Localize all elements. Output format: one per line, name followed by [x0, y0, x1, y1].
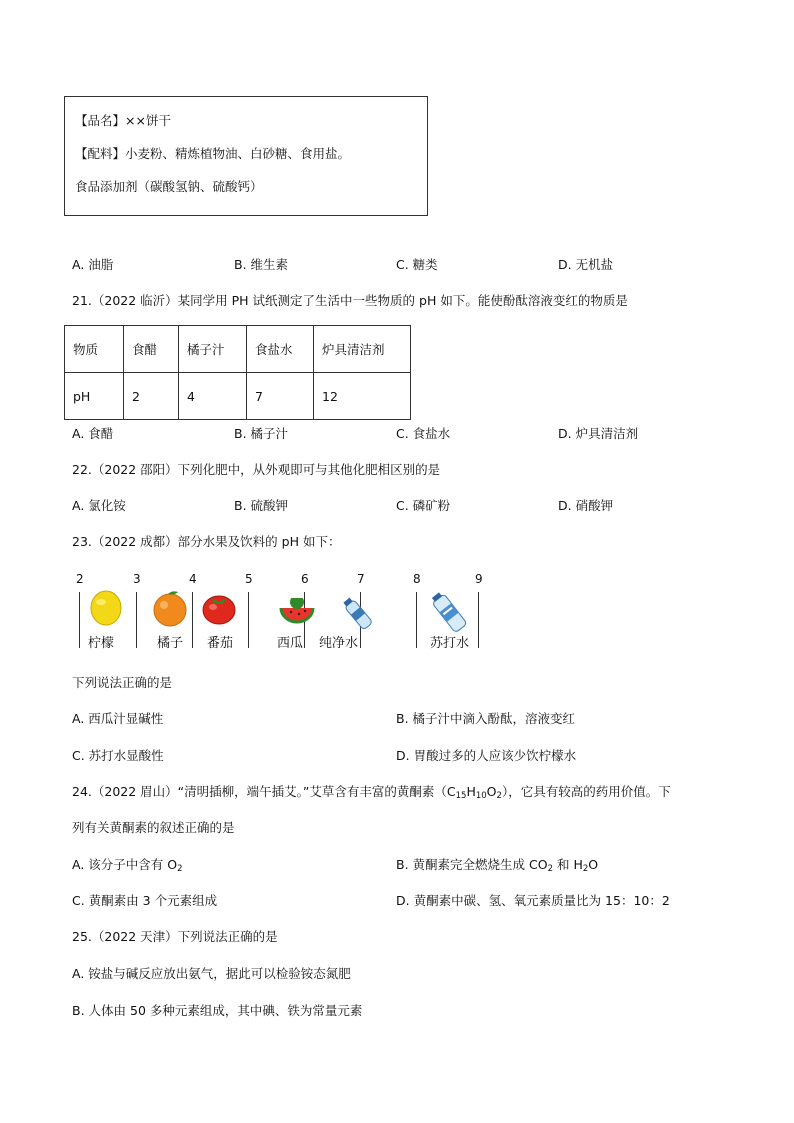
q24-option-c: C. 黄酮素由 3 个元素组成	[72, 893, 218, 908]
q21-option-c: C. 食盐水	[396, 426, 451, 441]
q24-option-b	[396, 855, 598, 874]
q21-option-d: D. 炉具清洁剂	[558, 426, 639, 441]
food-label-box	[64, 96, 428, 216]
q24-stem-part: H	[466, 784, 476, 799]
q23-stem: 23.（2022 成都）部分水果及饮料的 pH 如下：	[72, 534, 341, 549]
q21-stem: 21.（2022 临沂）某同学用 PH 试纸测定了生活中一些物质的 pH 如下。能使酚酞溶液变红的物质是	[72, 293, 628, 308]
product-name: 【品名】××饼干	[75, 113, 171, 128]
subscript: 10	[475, 791, 487, 801]
fruit-label-orange: 橘子	[157, 636, 184, 651]
water-bottle-icon	[338, 594, 378, 634]
q24-stem-part: 24.（2022 眉山）“清明插柳，端午插艾。”艾草含有丰富的黄酮素（C	[72, 784, 456, 799]
q20-option-b: B. 维生素	[234, 257, 289, 272]
table-row	[65, 326, 411, 373]
subscript: 2	[496, 791, 502, 801]
q22-option-a: A. 氯化铵	[72, 498, 126, 513]
table-cell: 2	[124, 373, 179, 420]
q24-option-d: D. 黄酮素中碳、氢、氧元素质量比为 15：10：2	[396, 893, 670, 908]
table-cell: 物质	[65, 326, 124, 373]
q24-stem-part: ），它具有较高的药用价值。下	[501, 784, 671, 799]
q22-stem: 22.（2022 邵阳）下列化肥中，从外观即可与其他化肥相区别的是	[72, 462, 441, 477]
q23-option-d: D. 胃酸过多的人应该少饮柠檬水	[396, 748, 577, 763]
scale-divider	[478, 592, 479, 648]
additives-line: 食品添加剂（碳酸氢钠、硫酸钙）	[75, 179, 263, 194]
table-row	[65, 373, 411, 420]
ph-table	[64, 325, 411, 420]
scale-tick-label: 8	[413, 572, 421, 586]
ingredients-line: 【配料】小麦粉、精炼植物油、白砂糖、食用盐。	[75, 146, 351, 161]
q23-prompt: 下列说法正确的是	[72, 675, 173, 690]
q22-option-b: B. 硫酸钾	[234, 498, 289, 513]
soda-water-bottle-icon	[426, 590, 474, 636]
q24-option-a	[72, 855, 183, 874]
scale-tick-label: 5	[245, 572, 253, 586]
q22-option-c: C. 磷矿粉	[396, 498, 451, 513]
q25-option-a: A. 铵盐与碱反应放出氨气，据此可以检验铵态氮肥	[72, 966, 351, 981]
lemon-icon	[88, 588, 124, 628]
scale-divider	[79, 592, 80, 648]
table-cell: 炉具清洁剂	[314, 326, 411, 373]
subscript: 2	[547, 864, 553, 874]
scale-divider	[416, 592, 417, 648]
q22-option-d: D. 硝酸钾	[558, 498, 614, 513]
q21-option-b: B. 橘子汁	[234, 426, 289, 441]
table-cell: 12	[314, 373, 411, 420]
option-text: B. 黄酮素完全燃烧生成 CO	[396, 857, 548, 872]
subscript: 2	[582, 864, 589, 874]
fruit-label-watermelon: 西瓜	[277, 636, 304, 651]
scale-tick-label: 4	[189, 572, 197, 586]
scale-tick-label: 6	[301, 572, 309, 586]
scale-tick-label: 2	[76, 572, 84, 586]
subscript: 2	[177, 864, 183, 874]
table-cell: 食盐水	[247, 326, 314, 373]
orange-icon	[150, 588, 190, 628]
q20-option-d: D. 无机盐	[558, 257, 614, 272]
option-text: A. 该分子中含有 O	[72, 857, 178, 872]
table-cell: 食醋	[124, 326, 179, 373]
q25-option-b: B. 人体由 50 多种元素组成，其中碘、铁为常量元素	[72, 1003, 363, 1018]
q20-option-a: A. 油脂	[72, 257, 114, 272]
q20-option-c: C. 糖类	[396, 257, 438, 272]
fruit-label-lemon: 柠檬	[88, 636, 115, 651]
scale-tick-label: 3	[133, 572, 141, 586]
q21-option-a: A. 食醋	[72, 426, 114, 441]
q24-stem	[72, 782, 671, 801]
scale-divider	[248, 592, 249, 648]
scale-tick-label: 9	[475, 572, 483, 586]
fruit-label-soda-water: 苏打水	[430, 636, 470, 651]
q23-option-b: B. 橘子汁中滴入酚酞，溶液变红	[396, 711, 576, 726]
q23-option-c: C. 苏打水显酸性	[72, 748, 164, 763]
table-cell: 4	[179, 373, 247, 420]
q24-stem-line2: 列有关黄酮素的叙述正确的是	[72, 820, 235, 835]
tomato-icon	[201, 590, 237, 626]
subscript: 15	[455, 791, 467, 801]
q24-stem-part: O	[486, 784, 497, 799]
option-text: 和 H	[553, 857, 583, 872]
fruit-label-pure-water: 纯净水	[319, 636, 359, 651]
fruit-label-tomato: 番茄	[207, 636, 234, 651]
table-cell: 橘子汁	[179, 326, 247, 373]
scale-tick-label: 7	[357, 572, 365, 586]
q25-stem: 25.（2022 天津）下列说法正确的是	[72, 929, 278, 944]
scale-divider	[192, 592, 193, 648]
q23-option-a: A. 西瓜汁显碱性	[72, 711, 164, 726]
scale-divider	[136, 592, 137, 648]
table-cell: 7	[247, 373, 314, 420]
table-cell: pH	[65, 373, 124, 420]
option-text: O	[588, 857, 599, 872]
watermelon-icon	[279, 598, 315, 624]
